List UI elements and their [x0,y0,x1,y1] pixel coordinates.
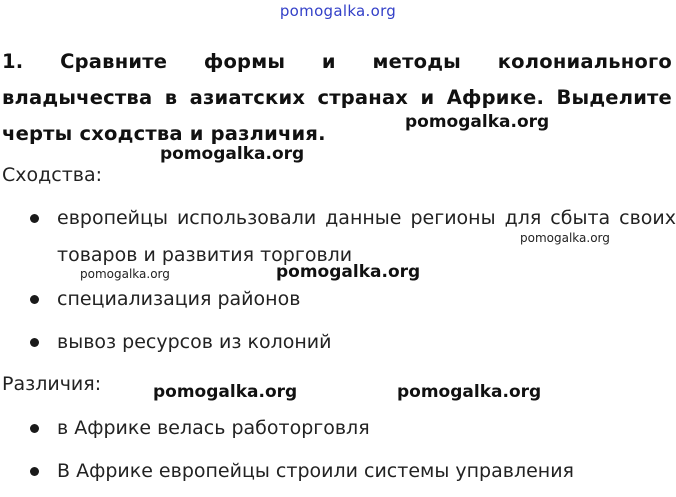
watermark-text: pomogalka.org [160,144,305,164]
watermark-text: pomogalka.org [520,231,610,245]
similarity-item-text: специализация районов [57,288,301,310]
differences-label: Различия: [2,373,102,395]
watermark-text: pomogalka.org [80,267,170,281]
bullet-icon [30,338,39,347]
bullet-icon [30,214,39,223]
similarity-item-text: европейцы использовали данные регионы для сбыта своих товаров и развития торговли [57,207,676,266]
watermark-text: pomogalka.org [397,382,542,402]
bullet-icon [30,467,39,476]
watermark-text: pomogalka.org [276,262,421,282]
bullet-icon [30,295,39,304]
watermark-text: pomogalka.org [405,112,550,132]
similarities-label: Сходства: [2,164,103,186]
difference-item-1 [30,410,676,447]
difference-item-text: в Африке велась работорговля [57,417,370,439]
difference-item-text: В Африке европейцы строили системы управления [57,460,574,482]
question-text: 1. Сравните формы и методы колониального владычества в азиатских странах и Африке. Выделите черты сходства и различия. [2,50,672,145]
similarity-item-2 [30,281,676,318]
site-header-watermark: pomogalka.org [279,2,397,20]
watermark-text: pomogalka.org [153,382,298,402]
similarity-item-3 [30,324,676,361]
bullet-icon [30,424,39,433]
difference-item-2 [30,453,676,490]
similarity-item-text: вывоз ресурсов из колоний [57,331,332,353]
